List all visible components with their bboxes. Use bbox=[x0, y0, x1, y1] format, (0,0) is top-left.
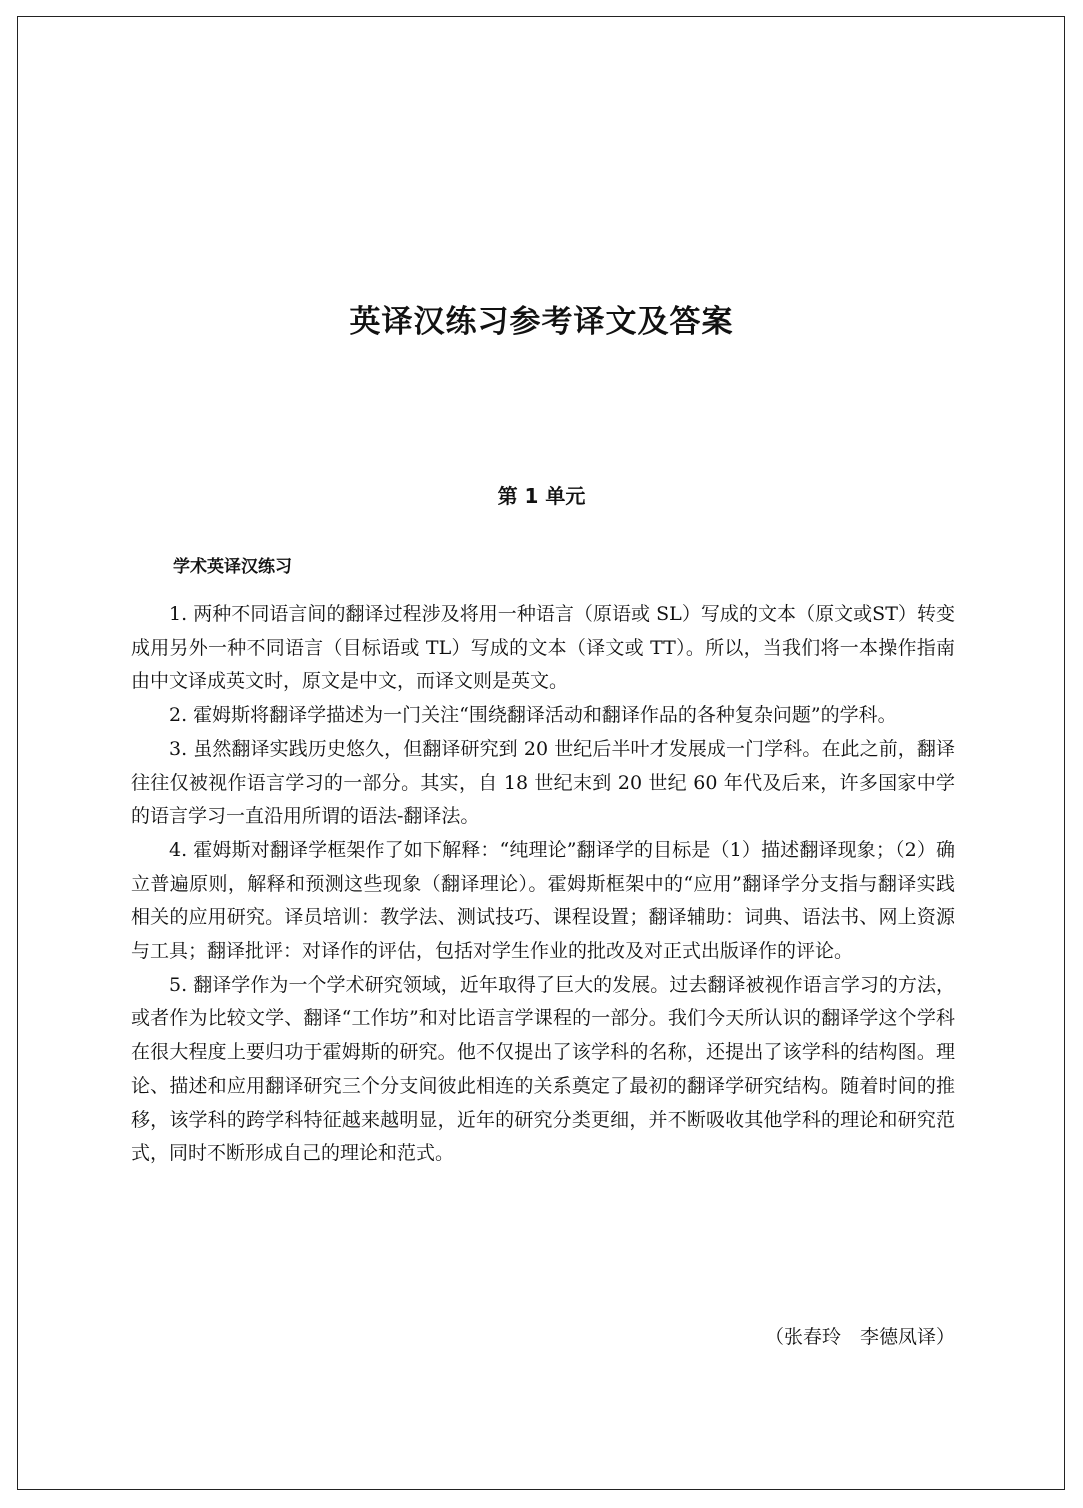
paragraph-4: 4. 霍姆斯对翻译学框架作了如下解释：“纯理论”翻译学的目标是（1）描述翻译现象；（2）确立普遍原则，解释和预测这些现象（翻译理论）。霍姆斯框架中的“应用”翻译学分支指与翻译实践相关的应用研究。译员培训：教学法、测试技巧、课程设置；翻译辅助：词典、语法书、网上资源与工具；翻译批评：对译作的评估，包括对学生作业的批改及对正式出版译作的评论。 bbox=[131, 838, 955, 963]
paragraph-1: 1. 两种不同语言间的翻译过程涉及将用一种语言（原语或 SL）写成的文本（原文或ST）转变成用另外一种不同语言（目标语或 TL）写成的文本（译文或 TT）。所以，当我们将一本操作指南由中文译成英文时，原文是中文，而译文则是英文。 bbox=[131, 603, 955, 693]
section-heading: 学术英译汉练习 bbox=[173, 557, 292, 577]
document-title: 英译汉练习参考译文及答案 bbox=[349, 304, 734, 340]
body-text bbox=[131, 598, 955, 1171]
paragraph-3: 3. 虽然翻译实践历史悠久，但翻译研究到 20 世纪后半叶才发展成一门学科。在此之前，翻译往往仅被视作语言学习的一部分。其实，自 18 世纪末到 20 世纪 60 年代及后来，许多国家中学的语言学习一直沿用所谓的语法-翻译法。 bbox=[131, 737, 955, 828]
translator-signature: （张春玲 李德凤译） bbox=[764, 1326, 955, 1348]
paragraph-2: 2. 霍姆斯将翻译学描述为一门关注“围绕翻译活动和翻译作品的各种复杂问题”的学科。 bbox=[169, 704, 897, 727]
unit-title: 第 1 单元 bbox=[497, 484, 586, 508]
paragraph-5: 5. 翻译学作为一个学术研究领域，近年取得了巨大的发展。过去翻译被视作语言学习的方法，或者作为比较文学、翻译“工作坊”和对比语言学课程的一部分。我们今天所认识的翻译学这个学科在很大程度上要归功于霍姆斯的研究。他不仅提出了该学科的名称，还提出了该学科的结构图。理论、描述和应用翻译研究三个分支间彼此相连的关系奠定了最初的翻译学研究结构。随着时间的推移，该学科的跨学科特征越来越明显，近年的研究分类更细，并不断吸收其他学科的理论和研究范式，同时不断形成自己的理论和范式。 bbox=[131, 973, 955, 1165]
